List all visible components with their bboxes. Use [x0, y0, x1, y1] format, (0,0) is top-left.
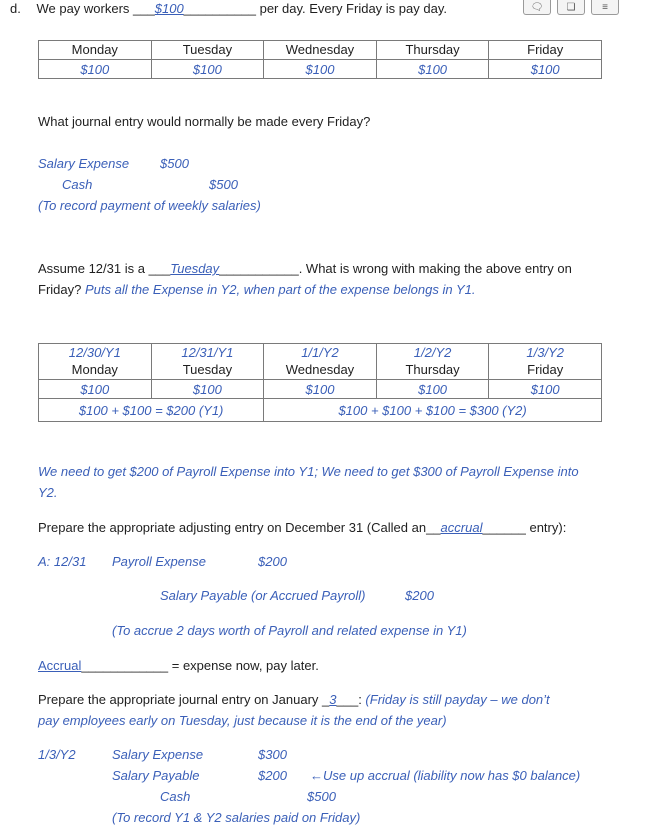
accrual-text: = expense now, pay later.: [168, 658, 319, 673]
day-cell: Thursday: [376, 41, 489, 60]
amount-cell: $100: [489, 380, 602, 399]
amount-cell: $100: [39, 60, 152, 79]
entry2-label: A: 12/31: [38, 554, 87, 569]
amount-cell: $100: [489, 60, 602, 79]
day-cell: Monday: [39, 41, 152, 60]
date-cell: 1/2/Y2: [376, 344, 489, 362]
amount-cell: $100: [376, 60, 489, 79]
entry3-line3-amount: $500: [307, 789, 336, 804]
day-cell: Tuesday: [151, 361, 264, 380]
accrual-word: Accrual: [38, 658, 82, 673]
amount-cell: $100: [264, 380, 377, 399]
prepare1-suffix: entry):: [525, 520, 567, 535]
entry2-debit-amount: $200: [258, 554, 287, 569]
prepare1-prefix: Prepare the appropriate adjusting entry on December 31 (Called an: [38, 520, 427, 535]
comment-icon[interactable]: 🗨: [523, 0, 551, 15]
accrual-definition: [38, 658, 319, 673]
prepare2-prefix: Prepare the appropriate journal entry on January: [38, 692, 323, 707]
assume-suffix: . What is wrong with making the above entry on: [298, 261, 572, 276]
prepare1-blank: __: [426, 520, 441, 535]
amount-cell: $100: [264, 60, 377, 79]
date-cell: 12/30/Y1: [39, 344, 152, 362]
day-cell: Friday: [489, 41, 602, 60]
entry3-date: 1/3/Y2: [38, 747, 76, 762]
amount-cell: $100: [376, 380, 489, 399]
entry2-credit-amount: $200: [405, 588, 434, 603]
day-cell: Tuesday: [151, 41, 264, 60]
intro-blank: ___: [133, 1, 155, 16]
assume-blank-2: ___________: [219, 261, 299, 276]
entry2-debit-account: Payroll Expense: [112, 554, 206, 569]
prepare2-day-answer: 3: [329, 692, 337, 707]
entry3-line3-account: Cash: [160, 789, 191, 804]
prepare2-note-2: pay employees early on Tuesday, just because it is the end of the year): [38, 713, 447, 728]
item-label: d.: [10, 1, 21, 16]
prepare1-answer: accrual: [440, 520, 483, 535]
day-cell: Monday: [39, 361, 152, 380]
intro-blank-2: __________: [183, 1, 256, 16]
prepare-adjusting-line: [38, 520, 566, 535]
question-friday-entry: What journal entry would normally be made every Friday?: [38, 114, 371, 129]
entry1-credit-amount: $500: [209, 177, 238, 192]
floating-toolbar: [523, 0, 619, 14]
assume-day-answer: Tuesday: [170, 261, 220, 276]
entry1-debit-amount: $500: [160, 156, 189, 171]
assume-prefix: Assume 12/31 is a: [38, 261, 149, 276]
entry3-line1-account: Salary Expense: [112, 747, 204, 762]
intro-prefix: We pay workers: [36, 1, 134, 16]
prepare2-colon: :: [358, 692, 366, 707]
entry1-memo: (To record payment of weekly salaries): [38, 198, 261, 213]
entry1-credit-account: Cash: [62, 177, 93, 192]
entry3-line2-account: Salary Payable: [112, 768, 200, 783]
assume-answer: Puts all the Expense in Y2, when part of the expense belongs in Y1.: [84, 282, 476, 297]
date-cell: 12/31/Y1: [151, 344, 264, 362]
prepare-january-line: [38, 692, 550, 707]
entry3-memo: (To record Y1 & Y2 salaries paid on Friday): [112, 810, 361, 825]
copy-icon[interactable]: ❏: [557, 0, 585, 15]
date-cell: 1/1/Y2: [264, 344, 377, 362]
day-cell: Friday: [489, 361, 602, 380]
entry1-debit-account: Salary Expense: [38, 156, 130, 171]
sum-y1-cell: $100 + $100 = $200 (Y1): [39, 399, 264, 422]
assume-blank: ___: [148, 261, 171, 276]
accrual-blank: ____________: [81, 658, 169, 673]
day-cell: Wednesday: [264, 41, 377, 60]
amount-cell: $100: [151, 380, 264, 399]
prepare2-blank-2: ___: [336, 692, 359, 707]
prepare1-blank-2: ______: [482, 520, 526, 535]
list-icon[interactable]: ≡: [591, 0, 619, 15]
prepare2-note-1: (Friday is still payday – we don’t: [365, 692, 550, 707]
prepare2-blank: _: [322, 692, 330, 707]
sum-y2-cell: $100 + $100 + $100 = $300 (Y2): [264, 399, 602, 422]
entry3-line2-note: Use up accrual (liability now has $0 balance): [323, 768, 581, 783]
day-cell: Wednesday: [264, 361, 377, 380]
need-line-2: Y2.: [38, 485, 58, 500]
entry2-memo: (To accrue 2 days worth of Payroll and related expense in Y1): [112, 623, 467, 638]
week-table: [38, 40, 602, 79]
assume-line: [38, 261, 572, 276]
wage-answer: $100: [154, 1, 184, 16]
entry3-line2-note-wrap: [310, 768, 580, 783]
arrow-left-icon: ←: [310, 768, 323, 783]
intro-line: [10, 1, 447, 16]
dates-table: [38, 343, 602, 422]
entry3-line1-amount: $300: [258, 747, 287, 762]
assume-line-2: [38, 282, 475, 297]
date-cell: 1/3/Y2: [489, 344, 602, 362]
assume-line2-prefix: Friday?: [38, 282, 85, 297]
entry3-line2-amount: $200: [258, 768, 287, 783]
need-line-1: We need to get $200 of Payroll Expense into Y1; We need to get $300 of Payroll Expense into: [38, 464, 579, 479]
intro-suffix: per day. Every Friday is pay day.: [255, 1, 447, 16]
amount-cell: $100: [39, 380, 152, 399]
day-cell: Thursday: [376, 361, 489, 380]
entry2-credit-account: Salary Payable (or Accrued Payroll): [160, 588, 366, 603]
amount-cell: $100: [151, 60, 264, 79]
